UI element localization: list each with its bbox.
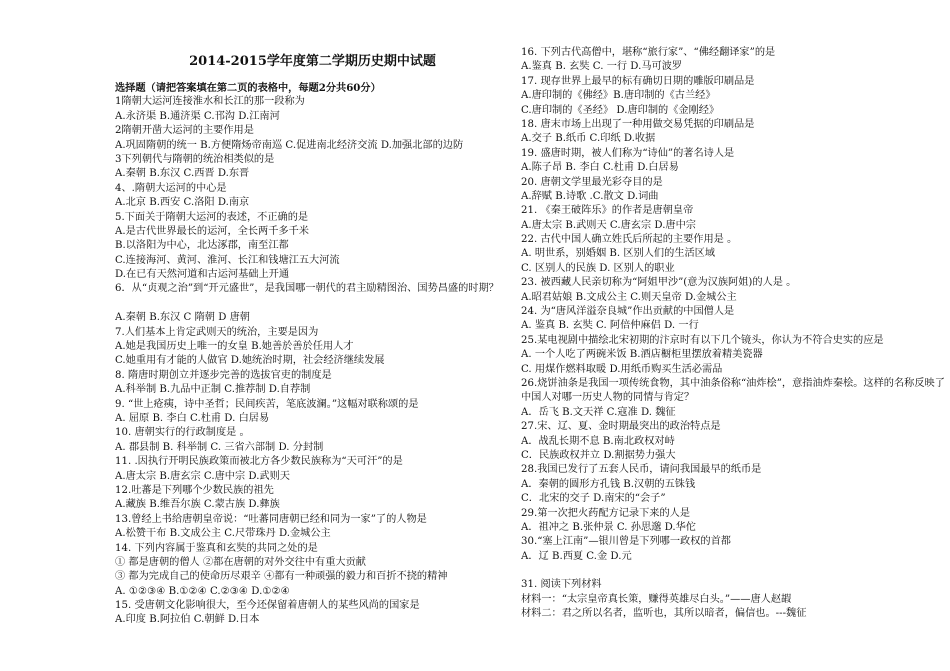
question-line: A．秦朝的圆形方孔钱 B.汉朝的五铢钱 <box>521 478 696 490</box>
question-line: C．民族政权并立 D.割据势力强大 <box>521 449 676 461</box>
question-line: C. 区别人的民族 D. 区别人的职业 <box>521 262 675 274</box>
question-line: 19. 盛唐时期，被人们称为“诗仙”的著名诗人是 <box>521 147 735 159</box>
question-line: 26.烧饼油条是我国一项传统食物，其中油条俗称“油炸桧”，意指油炸秦桧。这样的名称反映了中国人对哪一历史人物的同情与肯定？ <box>521 377 945 404</box>
question-line: ③ 都为完成自己的使命历尽艰辛 ④都有一种顽强的毅力和百折不挠的精神 <box>115 571 448 583</box>
question-line: A.唐太宗 B.武则天 C.唐玄宗 D.唐中宗 <box>521 219 696 231</box>
question-line: 11. .因执行开明民族政策而被北方各少数民族称为“天可汗”的是 <box>115 456 403 468</box>
question-line: A.科举制 B.九品中正制 C.推荐制 D.自荐制 <box>115 384 311 396</box>
question-line: ① 都是唐朝的僧人 ②都在唐朝的对外交往中有重大贡献 <box>115 556 366 568</box>
question-line: A.秦朝 B.东汉 C.西晋 D.东晋 <box>115 168 250 180</box>
section-heading: 选择题（请把答案填在第二页的表格中，每题2分共60分） <box>115 82 381 94</box>
question-line: A．岳飞 B.文天祥 C.寇准 D. 魏征 <box>521 406 676 418</box>
question-line: 24. 为“唐风洋溢奈良城”作出贡献的中国僧人是 <box>521 306 735 318</box>
question-line: A.巩固隋朝的统一 B.方便隋炀帝南巡 C.促进南北经济交流 D.加强北部的边防 <box>115 139 464 151</box>
question-line: 3下列朝代与隋朝的统治相类似的是 <box>115 153 275 165</box>
question-line: C．北宋的交子 D.南宋的“会子” <box>521 493 666 505</box>
question-line: C. 用煤作燃料取暖 D.用纸币购买生活必需品 <box>521 363 723 375</box>
question-line: 27.宋、辽、夏、金时期最突出的政治特点是 <box>521 421 721 433</box>
question-line: A.陈子昂 B. 李白 C.杜甫 D.白居易 <box>521 162 679 174</box>
question-line: A.藏族 B.维吾尔族 C.蒙古族 D.彝族 <box>115 499 280 511</box>
question-line: A．祖冲之 B.张仲景 C. 孙思邈 D.华佗 <box>521 521 696 533</box>
question-line: 8. 隋唐时期创立并逐步完善的选拔官吏的制度是 <box>115 369 332 381</box>
question-line: A.鉴真 B. 玄奘 C. 一行 D.马可波罗 <box>521 61 683 73</box>
question-line: A.松赞干布 B.文成公主 C.尺带珠丹 D.金城公主 <box>115 528 331 540</box>
question-line: A. ①②③④ B.①②④ C.②③④ D.①②④ <box>115 585 290 597</box>
question-line: A.唐太宗 B.唐玄宗 C.唐中宗 D.武则天 <box>115 470 290 482</box>
exam-title: 2014-2015学年度第二学期历史期中试题 <box>189 54 436 69</box>
question-line: C.她重用有才能的人做官 D.她统治时期，社会经济继续发展 <box>115 355 385 367</box>
question-line: 14. 下列内容属于鉴真和玄奘的共同之处的是 <box>115 542 318 554</box>
question-line: A.北京 B.西安 C.洛阳 D.南京 <box>115 197 250 209</box>
question-line: A.昭君姑娘 B.文成公主 C.则天皇帝 D.金城公主 <box>521 291 737 303</box>
question-line: A. 一个人吃了两碗米饭 B.酒店橱柜里摆放着精美瓷器 <box>521 349 763 361</box>
question-line: A. 屈原 B. 李白 C.杜甫 D. 白居易 <box>115 413 270 424</box>
question-line: 17. 现存世界上最早的标有确切日期的雕版印刷品是 <box>521 75 755 87</box>
question-line: 13.曾经上书给唐朝皇帝说：“吐蕃同唐朝已经和同为一家”了的人物是 <box>115 513 427 525</box>
question-line: 22. 古代中国人确立姓氏后所起的主要作用是 。 <box>521 234 738 246</box>
question-line: 16. 下列古代高僧中，堪称“旅行家”、“佛经翻译家”的是 <box>521 47 776 58</box>
question-line: 2隋朝开凿大运河的主要作用是 <box>115 125 254 137</box>
question-line: 1隋朝大运河连接淮水和长江的那一段称为 <box>115 96 305 108</box>
question-line: C.唐印制的《圣经》 D.唐印制的《金刚经》 <box>521 104 720 116</box>
question-line: 30.“塞上江南”—银川曾是下列哪一政权的首都 <box>521 536 731 548</box>
question-line: 29.第一次把火药配方记录下来的人是 <box>521 507 691 519</box>
question-line: 15. 受唐朝文化影响很大，至今还保留着唐朝人的某些风尚的国家是 <box>115 600 420 612</box>
question-line: 7.人们基本上肯定武则天的统治，主要是因为 <box>115 326 319 338</box>
question-line: 6．从“贞观之治”到“开元盛世”，是我国哪一朝代的君主励精图治、国势昌盛的时期？ <box>115 283 499 295</box>
question-line: A.印度 B.阿拉伯 C.朝鲜 D.日本 <box>115 614 260 626</box>
question-line: 18. 唐末市场上出现了一种用做交易凭据的印刷品是 <box>521 118 755 130</box>
question-line: A.辞赋 B.诗歌 .C.散文 D.词曲 <box>521 190 659 202</box>
question-line: 28.我国已发行了五套人民币，请问我国最早的纸币是 <box>521 464 762 476</box>
question-line: B.以洛阳为中心，北达涿郡，南至江都 <box>115 240 289 252</box>
question-line: 4、.隋朝大运河的中心是 <box>115 182 227 194</box>
question-line: A.唐印制的《佛经》B.唐印制的《古兰经》 <box>521 90 716 102</box>
question-line: 10. 唐朝实行的行政制度是 。 <box>115 427 250 439</box>
blank-line <box>521 564 946 578</box>
question-line: A. 鉴真 B. 玄奘 C. 阿倍仲麻侣 D. 一行 <box>521 320 699 332</box>
question-line: 9. “世上疮痍，诗中圣哲；民间疾苦，笔底波澜。”这幅对联称颂的是 <box>115 398 419 410</box>
question-line: C.连接海河、黄河、淮河、长江和钱塘江五大河流 <box>115 254 340 266</box>
question-line: 材料一：“太宗皇帝真长策，赚得英雄尽白头。”——唐人赵嘏 <box>521 593 792 605</box>
right-question-lines <box>521 46 946 622</box>
question-line: D.在已有天然河道和古运河基础上开通 <box>115 269 290 281</box>
question-line: A. 郡县制 B. 科举制 C. 三省六部制 D. 分封制 <box>115 441 324 453</box>
question-line: 20. 唐朝文学里最光彩夺目的是 <box>521 176 663 188</box>
question-line: A.永济渠 B.通济渠 C.邗沟 D.江南河 <box>115 110 280 122</box>
question-line: A.是古代世界最长的运河，全长两千多千米 <box>115 225 309 237</box>
question-line: 5.下面关于隋朝大运河的表述，不正确的是 <box>115 211 309 223</box>
question-line: 25.某电视剧中描绘北宋初期的汴京时有以下几个镜头，你认为不符合史实的应是 <box>521 334 884 346</box>
question-line: A.交子 B.纸币 C.印纸 D.收据 <box>521 133 656 145</box>
question-line: A．战乱长期不息 B.南北政权对峙 <box>521 435 675 447</box>
question-line: A.秦朝 B.东汉 C 隋朝 D 唐朝 <box>115 312 250 324</box>
question-line: 31. 阅读下列材料 <box>521 579 602 591</box>
question-line: A. 明世系，别婚姻 B. 区别人们的生活区域 <box>521 248 716 260</box>
question-line: 12.吐蕃是下列哪个少数民族的祖先 <box>115 484 274 496</box>
question-line: 材料二：君之所以名者，监听也，其所以暗者，偏信也。---魏征 <box>521 608 807 620</box>
question-line: 21. 《秦王破阵乐》的作者是唐朝皇帝 <box>521 205 694 217</box>
left-question-lines <box>115 81 499 628</box>
question-line: 23. 被西藏人民亲切称为“阿姐甲沙”(意为汉族阿姐)的人是 。 <box>521 277 797 289</box>
question-line: A.她是我国历史上唯一的女皇 B.她善於善於任用人才 <box>115 341 354 353</box>
question-line: A．辽 B.西夏 C.金 D.元 <box>521 550 632 562</box>
